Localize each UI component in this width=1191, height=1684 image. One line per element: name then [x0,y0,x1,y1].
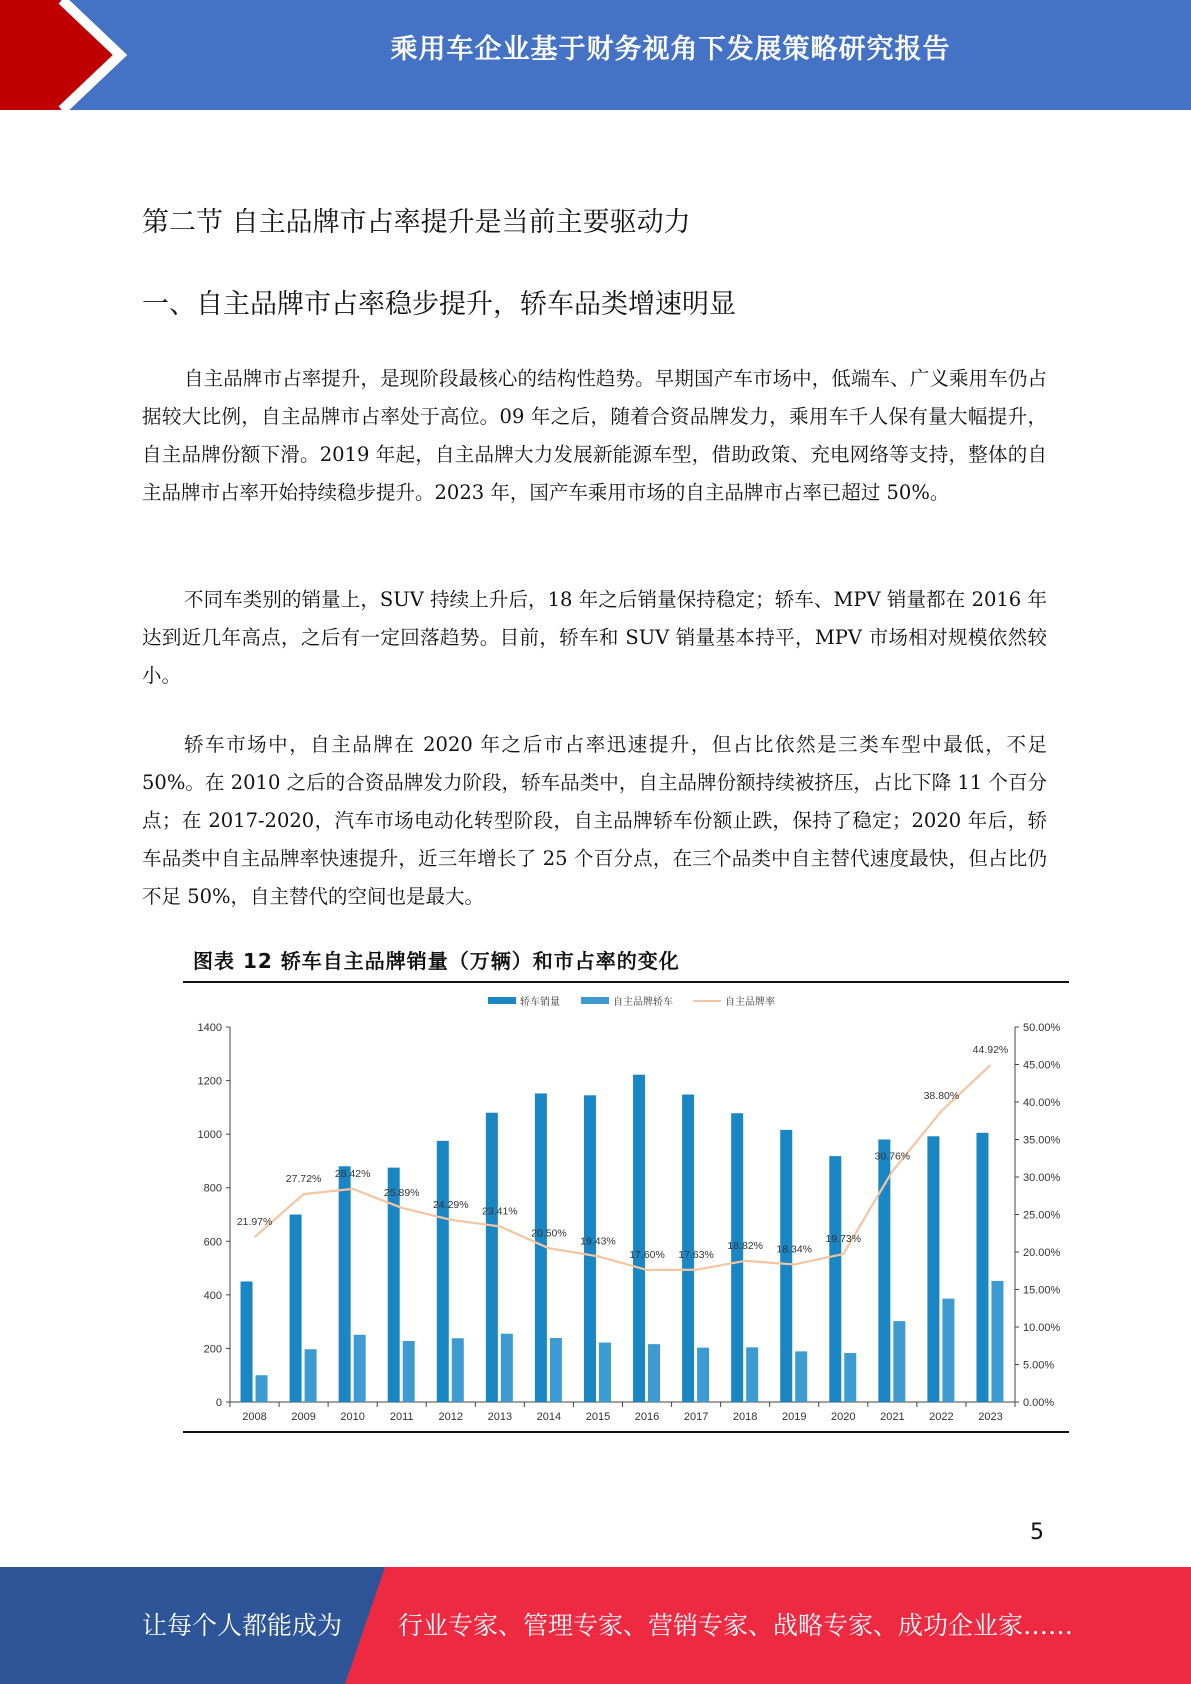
bar-sedan-sales [290,1215,302,1403]
chart-figure [183,945,1079,1435]
left-tick-label: 200 [203,1343,222,1356]
left-tick-label: 800 [203,1182,222,1195]
share-data-label: 38.80% [923,1090,960,1102]
x-tick-label: 2023 [978,1411,1003,1423]
bar-domestic-sedan [746,1347,758,1402]
bar-sedan-sales [584,1095,596,1402]
bar-domestic-sedan [599,1343,611,1402]
bar-domestic-sedan [942,1299,954,1402]
left-tick-label: 1200 [197,1075,222,1088]
legend-label: 自主品牌率 [725,997,775,1008]
bar-domestic-sedan [697,1348,709,1402]
header-chevron-icon [0,0,150,110]
bar-sedan-sales [633,1075,645,1402]
left-tick-label: 0 [215,1397,222,1409]
share-data-label: 28.42% [334,1167,371,1180]
x-tick-label: 2017 [683,1411,709,1423]
x-tick-label: 2011 [389,1411,414,1423]
bar-sedan-sales [731,1113,743,1402]
bar-domestic-sedan [648,1344,660,1402]
bar-domestic-sedan [305,1349,317,1402]
share-data-label: 44.92% [972,1044,1009,1057]
share-data-label: 27.72% [285,1173,322,1186]
right-tick-label: 25.00% [1023,1209,1061,1222]
share-data-label: 18.34% [776,1243,813,1256]
x-tick-label: 2022 [929,1411,954,1423]
x-tick-label: 2009 [291,1411,316,1423]
bar-sedan-sales [486,1113,498,1402]
right-tick-label: 50.00% [1023,1022,1061,1034]
bar-sedan-sales [829,1156,841,1402]
right-tick-label: 10.00% [1023,1322,1061,1334]
bar-domestic-sedan [991,1281,1003,1402]
legend-swatch [581,997,609,1004]
x-tick-label: 2010 [340,1411,365,1423]
left-tick-label: 1400 [197,1022,222,1034]
right-tick-label: 5.00% [1023,1359,1055,1372]
page-footer [0,1567,1191,1684]
share-data-label: 19.73% [825,1233,862,1246]
x-tick-label: 2013 [487,1411,513,1423]
share-data-label: 25.89% [383,1186,420,1199]
page-header [0,0,1191,110]
share-data-label: 23.41% [482,1205,518,1218]
x-tick-label: 2012 [438,1411,464,1423]
x-tick-label: 2008 [242,1411,267,1423]
x-tick-label: 2021 [880,1411,905,1423]
chart-title: 图表 12 轿车自主品牌销量（万辆）和市占率的变化 [193,949,680,973]
bar-sedan-sales [927,1136,939,1402]
sub-title: 一、自主品牌市占率稳步提升，轿车品类增速明显 [142,289,736,320]
chart-bottom-rule [183,1431,1069,1433]
paragraph-2: 不同车类别的销量上，SUV 持续上升后，18 年之后销量保持稳定；轿车、MPV 销量都在 2016 年达到近几年高点，之后有一定回落趋势。目前，轿车和 SUV 销量基本持平，MPV 市场相对规模依然较小。 [142,588,1047,687]
left-tick-label: 400 [203,1289,222,1302]
left-tick-label: 600 [203,1236,222,1249]
right-tick-label: 45.00% [1023,1059,1061,1072]
bar-sedan-sales [241,1281,253,1402]
bar-domestic-sedan [501,1334,513,1402]
share-data-label: 19.43% [580,1235,616,1248]
footer-roles: 行业专家、管理专家、营销专家、战略专家、成功企业家…… [398,1611,1074,1640]
legend-label: 自主品牌轿车 [613,997,673,1008]
bar-sedan-sales [339,1166,351,1402]
bar-domestic-sedan [893,1321,905,1402]
right-tick-label: 15.00% [1023,1284,1061,1297]
x-tick-label: 2014 [536,1411,562,1423]
share-data-label: 20.50% [531,1227,567,1240]
right-tick-label: 0.00% [1023,1397,1055,1409]
x-tick-label: 2018 [732,1411,758,1423]
bar-domestic-sedan [256,1375,268,1402]
share-data-label: 30.76% [874,1150,911,1163]
bar-sedan-sales [780,1130,792,1402]
bar-sedan-sales [437,1141,449,1402]
share-data-label: 17.60% [629,1249,665,1261]
right-tick-label: 40.00% [1023,1097,1061,1109]
left-tick-label: 1000 [197,1129,222,1142]
report-title: 乘用车企业基于财务视角下发展策略研究报告 [390,34,951,65]
bar-domestic-sedan [452,1338,464,1402]
right-tick-label: 35.00% [1023,1134,1061,1147]
footer-slogan: 让每个人都能成为 [142,1611,343,1640]
x-tick-label: 2015 [585,1411,611,1423]
paragraph-1: 自主品牌市占率提升，是现阶段最核心的结构性趋势。早期国产车市场中，低端车、广义乘用车仍占据较大比例，自主品牌市占率处于高位。09 年之后，随着合资品牌发力，乘用车千人保有量大幅提升，自主品牌份额下滑。2019 年起，自主品牌大力发展新能源车型，借助政策、充电网络等支持，整体的自主品牌市占率开始持续稳步提升。2023 年，国产车乘用市场的自主品牌市占率已超过 50%。 [142,367,1047,504]
bar-domestic-sedan [550,1338,562,1402]
paragraph-3: 轿车市场中，自主品牌在 2020 年之后市占率迅速提升，但占比依然是三类车型中最低，不足 50%。在 2010 之后的合资品牌发力阶段，轿车品类中，自主品牌份额持续被挤压，占比下降 11 个百分点；在 2017-2020，汽车市场电动化转型阶段，自主品牌轿车份额止跌，保持了稳定；2020 年后，轿车品类中自主品牌率快速提升，近三年增长了 25 个百分点，在三个品类中自主替代速度最快，但占比仍不足 50%，自主替代的空间也是最大。 [142,733,1047,908]
x-tick-label: 2020 [831,1411,856,1423]
bar-domestic-sedan [795,1351,807,1402]
legend-label: 轿车销量 [520,997,560,1008]
right-tick-label: 30.00% [1023,1172,1061,1184]
bar-sedan-sales [976,1133,988,1402]
legend-swatch [488,997,516,1004]
page-number: 5 [1030,1520,1044,1545]
share-data-label: 24.29% [432,1198,469,1211]
chart-plot [183,945,1079,1435]
share-data-label: 17.63% [678,1248,714,1261]
bar-domestic-sedan [354,1335,366,1402]
share-data-label: 21.97% [236,1216,273,1229]
bar-domestic-sedan [844,1353,856,1402]
share-data-label: 18.82% [727,1239,763,1252]
x-tick-label: 2016 [634,1411,660,1423]
x-tick-label: 2019 [781,1411,807,1423]
right-tick-label: 20.00% [1023,1247,1061,1259]
bar-domestic-sedan [403,1341,415,1402]
section-title: 第二节 自主品牌市占率提升是当前主要驱动力 [142,207,691,238]
